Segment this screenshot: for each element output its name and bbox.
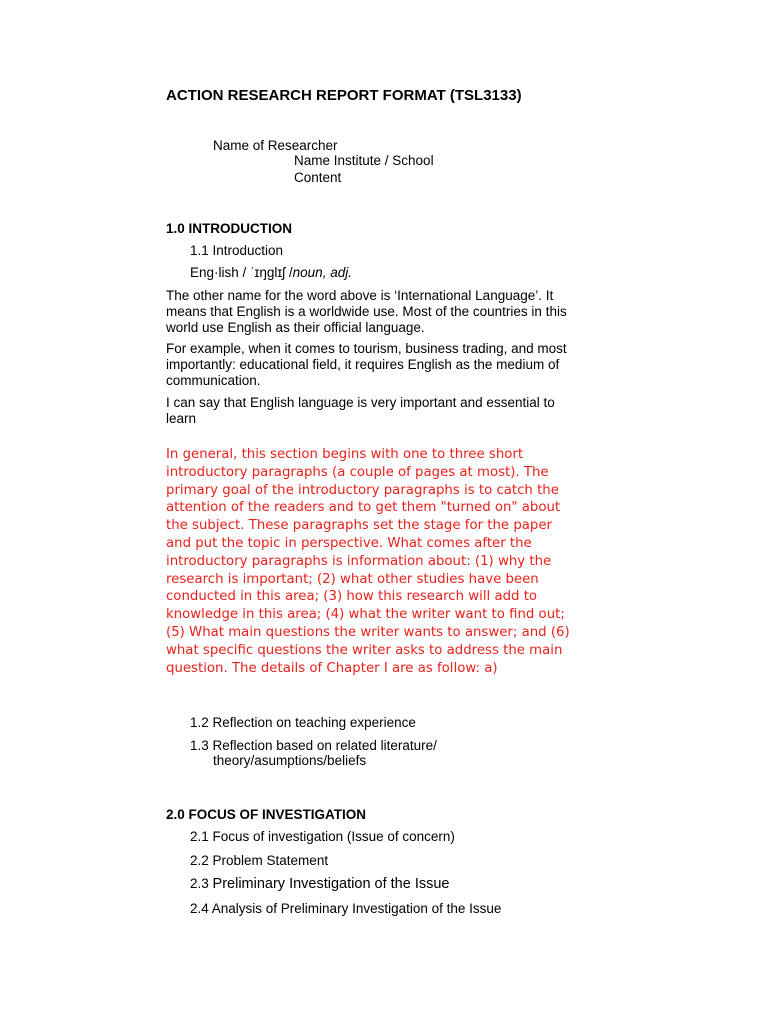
document-title: ACTION RESEARCH REPORT FORMAT (TSL3133) [166, 87, 522, 104]
guidance-line: primary goal of the introductory paragraphs is to catch the [166, 482, 559, 498]
paragraph-line: I can say that English language is very important and essential to [166, 395, 555, 410]
subsection-2-3-text: Preliminary Investigation of the Issue [212, 876, 450, 892]
subsection-2-1: 2.1 Focus of investigation (Issue of concern) [190, 829, 455, 844]
intro-paragraph-1 [166, 288, 596, 336]
paragraph-line: importantly: educational field, it requires English as the medium of [166, 357, 560, 372]
paragraph-line: The other name for the word above is ‘International Language’. It [166, 288, 554, 303]
dictionary-pos: noun, adj. [292, 265, 352, 280]
section-2-heading: 2.0 FOCUS OF INVESTIGATION [166, 807, 367, 822]
guidance-line: research is important; (2) what other studies have been [166, 571, 539, 587]
guidance-note [166, 446, 606, 677]
guidance-line: (5) What main questions the writer wants to answer; and (6) [166, 624, 570, 640]
subsection-1-2: 1.2 Reflection on teaching experience [190, 715, 416, 730]
dictionary-word: Eng·lish / ˈɪŋglɪʃ / [190, 265, 293, 280]
section-1-heading: 1.0 INTRODUCTION [166, 221, 293, 236]
paragraph-line: world use English as their official language. [166, 320, 425, 335]
paragraph-line: communication. [166, 373, 261, 388]
paragraph-line: learn [166, 411, 197, 426]
guidance-line: In general, this section begins with one to three short [166, 447, 524, 462]
subsection-2-3-number: 2.3 [190, 876, 209, 891]
content-line: Content [294, 170, 342, 185]
intro-paragraph-2 [166, 341, 596, 389]
guidance-line: what specific questions the writer asks to address the main [166, 642, 563, 658]
guidance-line: question. The details of Chapter I are as follow: a) [166, 660, 498, 676]
paragraph-line: means that English is a worldwide use. Most of the countries in this [166, 304, 567, 319]
guidance-line: and put the topic in perspective. What comes after the [166, 535, 532, 551]
dictionary-entry [190, 265, 352, 281]
guidance-line: conducted in this area; (3) how this research will add to [166, 589, 538, 605]
guidance-line: knowledge in this area; (4) what the writer want to find out; [166, 607, 565, 623]
subsection-2-4: 2.4 Analysis of Preliminary Investigation of the Issue [190, 901, 502, 916]
intro-paragraph-3 [166, 395, 596, 427]
researcher-name-line: Name of Researcher [213, 138, 338, 153]
subsection-1-3-continued: theory/asumptions/beliefs [213, 753, 367, 768]
institute-line: Name Institute / School [294, 153, 434, 168]
subsection-1-1: 1.1 Introduction [190, 243, 284, 258]
subsection-2-3 [190, 876, 450, 892]
subsection-1-3: 1.3 Reflection based on related literature/ [190, 738, 437, 753]
guidance-line: attention of the readers and to get them "turned on" about [166, 500, 561, 516]
subsection-2-2: 2.2 Problem Statement [190, 853, 329, 868]
paragraph-line: For example, when it comes to tourism, business trading, and most [166, 341, 567, 356]
guidance-line: introductory paragraphs (a couple of pages at most). The [166, 464, 549, 480]
guidance-line: introductory paragraphs is information about: (1) why the [166, 553, 552, 569]
guidance-line: the subject. These paragraphs set the stage for the paper [166, 518, 553, 534]
